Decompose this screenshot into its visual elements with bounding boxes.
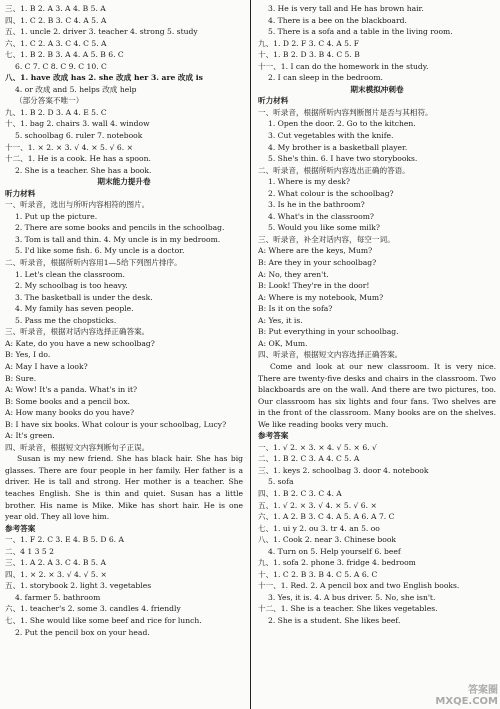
text-line: 三、1. B 2. A 3. A 4. B 5. A (5, 4, 106, 13)
watermark-text: 答案圈 (468, 685, 498, 696)
text-line: 2. Put the pencil box on your head. (15, 627, 150, 637)
text-line: 3. Tom is tall and thin. 4. My uncle is in my bedroom. (15, 234, 221, 244)
text-line: 5. There is a sofa and a table in the living room. (268, 27, 453, 37)
text-line: 六、1. A 2. B 3. C 4. A 5. A 6. A 7. C (258, 512, 395, 522)
text-line: 十一、1. × 2. × 3. √ 4. × 5. √ 6. × (5, 142, 133, 152)
text-line: 听力材料 (258, 96, 289, 106)
text-line: 三、听录音，补全对话内容，每空一词。 (258, 234, 395, 244)
text-line: A: Where is my notebook, Mum? (258, 292, 384, 302)
text-line: 九、1. D 2. F 3. C 4. A 5. F (258, 38, 360, 48)
text-line: 一、1. √ 2. × 3. × 4. √ 5. × 6. √ (258, 442, 377, 452)
text-line: 1. Let's clean the classroom. (15, 269, 125, 279)
text-line: 八、1. Cook 2. near 3. Chinese book (258, 535, 397, 545)
text-line: B: Put everything in your schoolbag. (258, 327, 399, 337)
text-line: A: Yes, it is. (258, 315, 303, 325)
text-line: 四、听录音，根据短文内容选择正确答案。 (258, 350, 403, 360)
text-line: 2. There are some books and pencils in the schoolbag. (15, 223, 225, 233)
text-line: B: Sure. (5, 373, 37, 383)
text-line: 十一、1. Red. 2. A pencil box and two English books. (258, 581, 460, 591)
text-line: 参考答案 (258, 431, 289, 441)
text-line: 5. sofa (268, 477, 294, 487)
text-line: 听力材料 (5, 188, 36, 198)
text-line: 6. C 7. C 8. C 9. C 10. C (15, 61, 107, 71)
text-line: 四、听录音，根据短文内容判断句子正误。 (5, 442, 150, 452)
text-line: 十一、1. I can do the homework in the study. (258, 61, 429, 71)
text-line: B: Are they in your schoolbag? (258, 258, 377, 268)
text-line: 2. She is a student. She likes beef. (268, 615, 401, 625)
watermark-url: MXQE.COM (435, 696, 498, 707)
text-line: B: Look! They're in the door! (258, 281, 370, 291)
text-line: 3. Cut vegetables with the knife. (268, 131, 394, 141)
text-line: A: Where are the keys, Mum? (258, 246, 373, 256)
text-line: 三、1. keys 2. schoolbag 3. door 4. notebook (258, 465, 429, 475)
text-line: 5. She's thin. 6. I have two storybooks. (268, 154, 418, 164)
text-line: 二、听录音，根据所听内容选出正确的答语。 (258, 165, 410, 175)
text-line: 五、1. storybook 2. light 3. vegetables (5, 581, 152, 591)
text-line: 十、1. B 2. D 3. B 4. C 5. B (258, 50, 360, 60)
text-line: 四、1. C 2. B 3. C 4. A 5. A (5, 15, 107, 25)
text-line: 1. Put up the picture. (15, 211, 98, 221)
text-line: 4. Turn on 5. Help yourself 6. beef (268, 546, 401, 556)
text-line: 九、1. sofa 2. phone 3. fridge 4. bedroom (258, 558, 416, 568)
text-line: 二、1. B 2. C 3. A 4. C 5. A (258, 454, 360, 464)
text-line: 5. Pass me the chopsticks. (15, 315, 117, 325)
text-line: 二、听录音，根据所听内容用1—5给下列图片排序。 (5, 258, 182, 268)
text-line: 3. Yes, it is. 4. A bus driver. 5. No, she isn't. (268, 592, 436, 602)
text-line: A: OK, Mum. (258, 338, 308, 348)
text-line: 九、1. B 2. D 3. A 4. E 5. C (5, 107, 107, 117)
text-line: 六、1. C 2. A 3. C 4. C 5. A (5, 38, 107, 48)
text-line: 1. Where is my desk? (268, 177, 350, 187)
text-line: B: I have six books. What colour is your schoolbag, Lucy? (5, 419, 227, 429)
section-title: 期末模拟冲刺卷 (350, 84, 404, 94)
passage-paragraph: Susan is my new friend. She has black hair. She has big glasses. There are four people in her family. Her father is a driver. He is tall and strong. Her mother is a teacher. She teaches English. She is thin and quiet. Susan has a little brother. His name is Mike. Mike has short hair. He is one year old. They all love him. (5, 454, 243, 522)
text-line: 三、听录音，根据对话内容选择正确答案。 (5, 327, 150, 337)
text-line: 4. My family has seven people. (15, 304, 134, 314)
text-line: 四、1. × 2. × 3. √ 4. √ 5. × (5, 569, 107, 579)
left-column (5, 3, 243, 638)
text-line: 五、1. √ 2. × 3. √ 4. × 5. √ 6. × (258, 500, 377, 510)
text-line: 参考答案 (5, 523, 36, 533)
text-line: B: Is it on the sofa? (258, 304, 333, 314)
column-divider (250, 0, 251, 709)
text-line: 3. He is very tall and He has brown hair. (268, 4, 424, 13)
text-line: 2. What colour is the schoolbag? (268, 188, 394, 198)
text-line: 五、1. uncle 2. driver 3. teacher 4. strong 5. study (5, 27, 198, 37)
text-line: 4. or 改成 and 5. helps 改成 help (15, 84, 137, 94)
text-line: 一、1. F 2. C 3. E 4. B 5. D 6. A (5, 535, 124, 545)
text-line: 四、1. B 2. C 3. C 4. A (258, 488, 342, 498)
text-line: 5. schoolbag 6. ruler 7. notebook (15, 131, 143, 141)
text-line: 七、1. ui y 2. ou 3. tr 4. an 5. oo (258, 523, 380, 533)
text-line: 十二、1. He is a cook. He has a spoon. (5, 154, 151, 164)
text-line: 七、1. B 2. B 3. A 4. A 5. B 6. C (5, 50, 124, 60)
text-line: 5. I'd like some fish. 6. My uncle is a doctor. (15, 246, 185, 256)
text-line: 2. My schoolbag is too heavy. (15, 281, 128, 291)
text-line: 七、1. She would like some beef and rice for lunch. (5, 615, 202, 625)
text-line: 十二、1. She is a teacher. She likes vegetables. (258, 604, 438, 614)
text-line: A: How many books do you have? (5, 408, 135, 418)
text-line: 3. Is he in the bathroom? (268, 200, 365, 210)
text-line: 十、1. C 2. B 3. B 4. C 5. A 6. C (258, 569, 378, 579)
text-line: 4. There is a bee on the blackboard. (268, 15, 407, 25)
text-line: 八、1. have 改成 has 2. she 改成 her 3. are 改成 is (5, 73, 203, 83)
text-line: 4. What's in the classroom? (268, 211, 374, 221)
text-line: B: Yes, I do. (5, 350, 51, 360)
text-line: 一、听录音，选出与所听内容相符的图片。 (5, 200, 150, 210)
text-line: A: Kate, do you have a new schoolbag? (5, 338, 155, 348)
text-line: A: Wow! It's a panda. What's in it? (5, 385, 138, 395)
text-line: 二、4 1 3 5 2 (5, 546, 54, 556)
text-line: 三、1. A 2. A 3. C 4. B 5. A (5, 558, 106, 568)
text-line: 一、听录音，根据所听内容判断图片是否与其相符。 (258, 107, 433, 117)
text-line: A: It's green. (5, 431, 55, 441)
text-line: 5. Would you like some milk? (268, 223, 380, 233)
text-line: A: No, they aren't. (258, 269, 329, 279)
text-line: 六、1. teacher's 2. some 3. candles 4. friendly (5, 604, 181, 614)
text-line: 4. My brother is a basketball player. (268, 142, 408, 152)
watermark-logo (435, 685, 498, 707)
text-line: 4. farmer 5. bathroom (15, 592, 101, 602)
section-title: 期末能力提升卷 (97, 177, 151, 187)
text-line: 2. I can sleep in the bedroom. (268, 73, 383, 83)
text-line: 3. The basketball is under the desk. (15, 292, 153, 302)
text-line: 1. Open the door. 2. Go to the kitchen. (268, 119, 416, 129)
passage-paragraph: Come and look at our new classroom. It is very nice. There are twenty-five desks and chairs in the classroom. Two blackboards are on the wall. And there are two pictures, too. Our classroom has six lights and four fans. Two shelves are in the front of the classroom. Many books are on the shelves. We like reading books very much. (258, 361, 496, 429)
text-line: A: May I have a look? (5, 361, 88, 371)
text-line: （部分答案不唯一） (15, 96, 84, 106)
right-column (258, 3, 496, 627)
text-line: B: Some books and a pencil box. (5, 396, 130, 406)
text-line: 十、1. bag 2. chairs 3. wall 4. window (5, 119, 150, 129)
text-line: 2. She is a teacher. She has a book. (15, 165, 152, 175)
